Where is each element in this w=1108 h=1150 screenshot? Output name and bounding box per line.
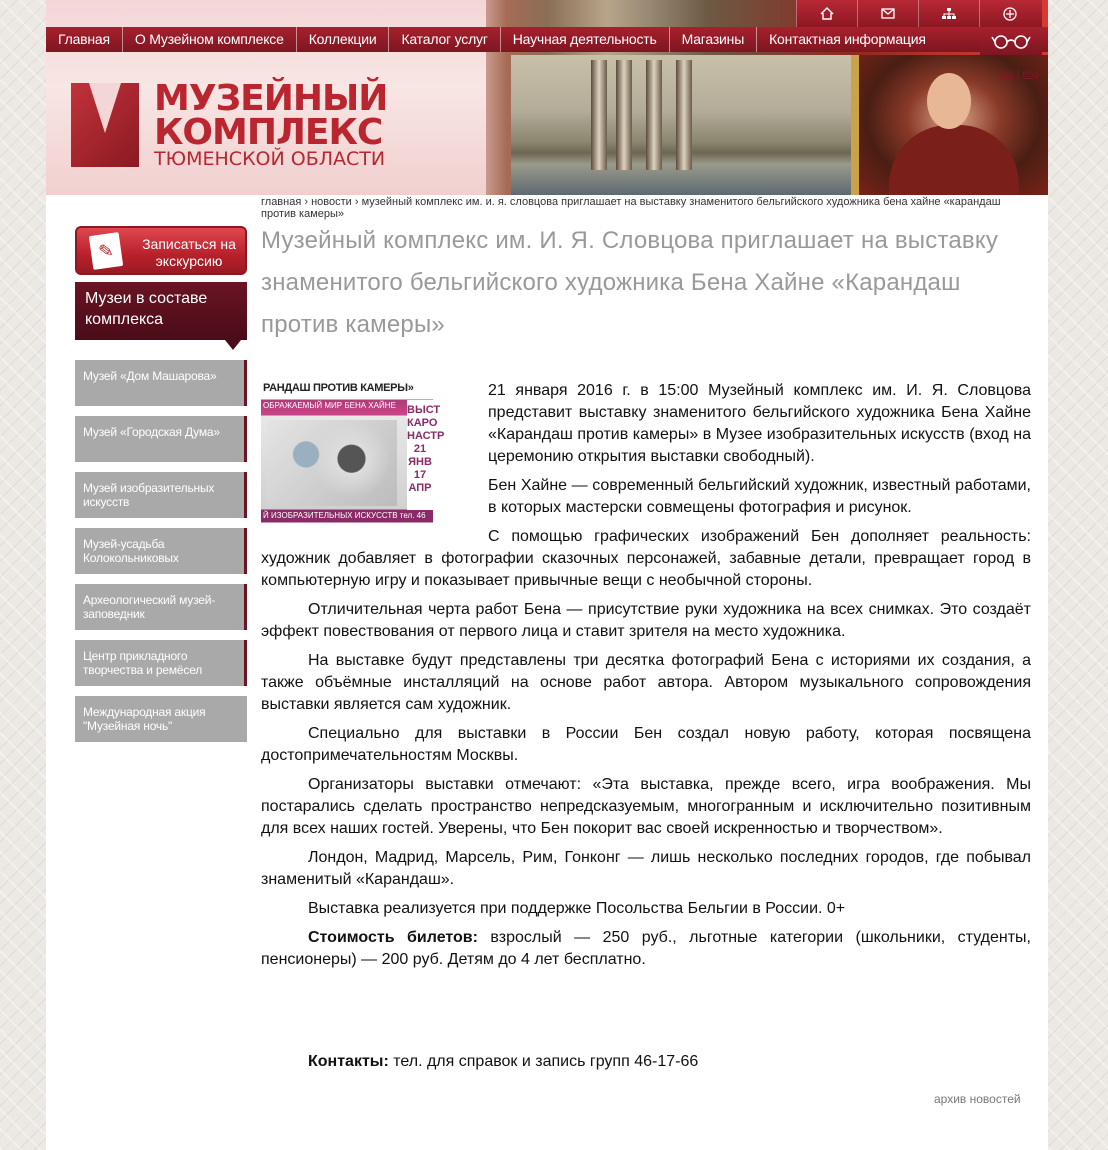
breadcrumb-separator: › [304,196,309,208]
ticket-price-label: Стоимость билетов: [308,929,478,946]
utility-icon-bar [796,0,1042,27]
header-painting-landscape [511,55,851,195]
nav-item-home[interactable]: Главная [46,27,123,52]
logo-line-2[interactable]: КОМПЛЕКС [154,112,383,153]
pencil-note-icon: ✎ [89,232,123,270]
contacts [308,1053,698,1071]
breadcrumb-home[interactable]: главная [261,196,302,208]
poster-artwork [267,420,397,506]
sitemap-icon[interactable] [918,0,979,27]
article-paragraph: Лондон, Мадрид, Марсель, Рим, Гонконг — лишь несколько последних городов, где побывал знаменитый «Карандаш». [261,849,1031,888]
book-excursion-button[interactable] [75,226,247,275]
exhibition-poster-image[interactable] [261,380,445,542]
nav-item-about[interactable]: О Музейном комплексе [123,27,297,52]
breadcrumb-separator: › [354,196,359,208]
article-paragraph: Выставка реализуется при поддержке Посольства Бельгии в России. 0+ [308,900,846,917]
lang-separator: | [1016,69,1020,80]
nav-item-science[interactable]: Научная деятельность [501,27,670,52]
news-archive-link[interactable]: архив новостей [934,1092,1021,1106]
article-paragraph-rest: реальность: художник добавляет в фотографии сказочных персонажей, забавные детали, превращает город в компьютерную игру и показывает привычные вещи с необычной стороны. [261,528,1031,589]
nav-item-services[interactable]: Каталог услуг [389,27,500,52]
sidebar-item-city-duma[interactable]: Музей «Городская Дума» [75,416,247,462]
nav-item-contacts[interactable]: Контактная информация [769,31,926,47]
mail-icon[interactable] [857,0,918,27]
main-nav [46,27,1048,52]
article-paragraph: Организаторы выставки отмечают: «Эта выставка, прежде всего, игра воображения. Мы постарались сделать пространство непредсказуемым, многогранным и исключительно позитивным для всех наших гостей. Уверены, что Бен покорит вас своей искренностью и творчеством». [261,776,1031,837]
nav-item-collections[interactable]: Коллекции [297,27,390,52]
logo-line-3[interactable]: ТЮМЕНСКОЙ ОБЛАСТИ [154,148,386,170]
ticket-price [261,927,1031,971]
header-banner [46,0,1048,195]
sidebar-item-fine-arts[interactable]: Музей изобразительных искусств [75,472,247,518]
sidebar-item-masharov[interactable]: Музей «Дом Машарова» [75,360,247,406]
sidebar-item-museum-night[interactable]: Международная акция "Музейная ночь" [75,696,247,742]
article-paragraph: На выставке будут представлены три десятка фотографий Бена с историями их создания, а также объёмные инсталляций на основе работ автора. Автором музыкального сопровождения выставки является сам художник. [261,652,1031,713]
article-paragraph: Специально для выставки в России Бен создал новую работу, которая посвящена достопримечательностям Москвы. [261,725,1031,764]
sidebar-heading: Музеи в составе комплекса [75,282,247,340]
plus-circle-icon[interactable] [979,0,1040,27]
lang-eng-link[interactable]: eng [1022,69,1039,80]
portrait-face [927,73,971,129]
book-excursion-label: Записаться на экскурсию [142,236,236,269]
logo-icon[interactable] [71,83,139,167]
contacts-label: Контакты: [308,1053,389,1070]
language-switch [1000,69,1039,80]
article-paragraph: Бен Хайне — современный бельгийский художник, известный работами, в которых мастерски совмещены фотография и рисунок. [488,477,1031,516]
home-icon[interactable] [796,0,857,27]
page [46,0,1048,1150]
breadcrumb-news[interactable]: новости [311,196,352,208]
page-title: Музейный комплекс им. И. Я. Словцова приглашает на выставку знаменитого бельгийского художника Бена Хайне «Карандаш против камеры» [261,227,999,338]
poster-subtitle: ОБРАЖАЕМЫЙ МИР БЕНА ХАЙНЕ [263,401,396,410]
nav-item-shops[interactable]: Магазины [670,27,757,52]
poster-title: РАНДАШ ПРОТИВ КАМЕРЫ» [263,382,414,394]
glasses-icon[interactable] [980,27,1042,55]
breadcrumb [261,196,1031,220]
sidebar-item-archaeology[interactable]: Археологический музей-заповедник [75,584,247,630]
lang-rus-link[interactable]: rus [1000,69,1014,80]
sidebar-museum-list [75,360,247,752]
poster-side-text: ВЫСТ КАРО НАСТР 21 ЯНВ 17 АПР [407,400,433,510]
article-paragraph: 21 января 2016 г. в 15:00 Музейный комплекс им. И. Я. Словцова представит выставку знаменитого бельгийского художника Бена Хайне «Карандаш против камеры» в Музее изобразительных искусств (вход на церемонию открытия выставки свободный). [488,382,1031,465]
article-paragraph-lead: С помощью графических изображений Бен дополняет [488,528,929,545]
contacts-text: тел. для справок и запись групп 46-17-66 [388,1053,699,1070]
portrait-coat [889,125,1019,195]
sidebar-item-crafts-center[interactable]: Центр прикладного творчества и ремёсел [75,640,247,686]
poster-footer: Й ИЗОБРАЗИТЕЛЬНЫХ ИСКУССТВ тел. 46 [263,511,426,520]
article-paragraph: Отличительная черта работ Бена — присутствие руки художника на всех снимках. Это создаёт эффект повествования от первого лица и ставит зрителя на место художника. [261,601,1031,640]
ticket-price-text: взрослый — 250 руб., льготные категории (школьники, студенты, пенсионеры) — 200 руб. Детям до 4 лет бесплатно. [261,929,1032,968]
sidebar-item-kolokolnikov[interactable]: Музей-усадьба Колокольниковых [75,528,247,574]
breadcrumb-current: музейный комплекс им. и. я. словцова приглашает на выставку знаменитого бельгийского художника бена хайне «карандаш против камеры» [261,196,1001,220]
logo-line-1[interactable]: МУЗЕЙНЫЙ [154,78,388,119]
